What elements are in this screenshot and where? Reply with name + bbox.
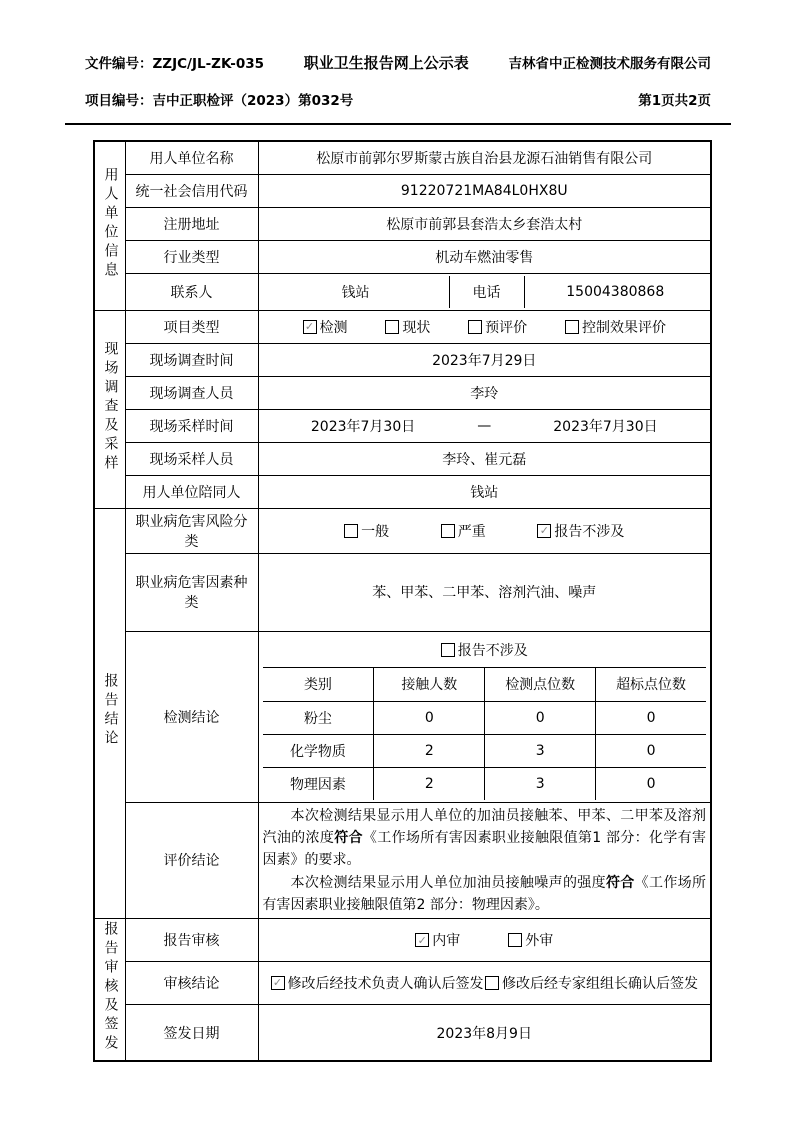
- doc-number: 文件编号：ZZJC/JL-ZK-035: [85, 56, 265, 72]
- sampling-staff-value: 李玲、崔元磊: [258, 442, 711, 475]
- survey-staff-label: 现场调查人员: [125, 376, 258, 409]
- detection-col-header: 接触人数: [373, 668, 484, 701]
- section-survey: [94, 310, 125, 508]
- detection-col-header: 类别: [303, 677, 332, 693]
- issue-date-label: 签发日期: [125, 1004, 258, 1061]
- detection-conclusion-cell: [258, 631, 711, 802]
- page-header: [65, 52, 731, 125]
- employer-name-label: 用人单位名称: [125, 141, 258, 174]
- section-review-label: 报告审核及签发: [102, 921, 119, 1055]
- checkbox-option-severe[interactable]: [441, 521, 486, 541]
- checkbox-option-control-effect[interactable]: [565, 317, 666, 337]
- section-employer: [94, 141, 125, 310]
- checkbox-option-not-involved[interactable]: [537, 521, 624, 541]
- section-conclusion-label: 报告结论: [102, 673, 119, 750]
- detection-row-value: 0: [373, 701, 484, 734]
- report-audit-options: [258, 919, 711, 962]
- checkbox-option-external-audit[interactable]: [508, 930, 553, 950]
- detection-row-category: 物理因素: [263, 767, 374, 800]
- address-value: 松原市前郭县套浩太乡套浩太村: [258, 207, 711, 240]
- issue-date-value: 2023年8月9日: [258, 1004, 711, 1061]
- detection-table: [263, 668, 707, 800]
- form-table: [93, 140, 712, 1062]
- option-label: 一般: [361, 523, 390, 540]
- survey-date-value: 2023年7月29日: [258, 343, 711, 376]
- sampling-end-date: 2023年7月30日: [553, 418, 658, 435]
- option-label: 修改后经技术负责人确认后签发: [287, 975, 484, 992]
- section-review: [94, 919, 125, 1062]
- checkbox-icon[interactable]: ✓: [537, 524, 551, 538]
- paragraph-text: 《工作场所有害因素职业接触限值第2 部分：物理因素》。: [262, 874, 707, 914]
- option-label: 现状: [402, 319, 431, 336]
- checkbox-icon[interactable]: ✓: [271, 976, 285, 990]
- detection-row-value: 2: [373, 734, 484, 767]
- checkbox-icon[interactable]: [508, 933, 522, 947]
- option-label: 控制效果评价: [581, 319, 666, 336]
- checkbox-icon[interactable]: [385, 320, 399, 334]
- survey-staff-value: 李玲: [258, 376, 711, 409]
- section-conclusion: [94, 508, 125, 919]
- company-name: 吉林省中正检测技术服务有限公司: [508, 56, 711, 72]
- escort-value: 钱站: [258, 475, 711, 508]
- page-title: 职业卫生报告网上公示表: [303, 54, 469, 72]
- detection-row-value: 3: [484, 767, 595, 800]
- checkbox-icon[interactable]: [485, 976, 499, 990]
- report-audit-label: 报告审核: [125, 919, 258, 962]
- project-type-label: 项目类型: [125, 310, 258, 343]
- risk-class-label: 职业病危害风险分类: [125, 508, 258, 553]
- checkbox-option-report-not-involved[interactable]: [441, 640, 528, 660]
- detection-row-value: 0: [484, 701, 595, 734]
- project-number: 项目编号：吉中正职检评（2023）第032号: [85, 93, 354, 109]
- paragraph-bold-text: 符合: [334, 829, 363, 846]
- option-label: 检测: [319, 319, 348, 336]
- phone-label: 电话: [449, 276, 525, 308]
- detection-row-category: 化学物质: [263, 734, 374, 767]
- header-row-1: [65, 52, 731, 73]
- industry-label: 行业类型: [125, 240, 258, 273]
- option-label: 报告不涉及: [457, 643, 528, 659]
- sampling-staff-label: 现场采样人员: [125, 442, 258, 475]
- detection-row-value: 2: [373, 767, 484, 800]
- survey-date-label: 现场调查时间: [125, 343, 258, 376]
- checkbox-icon[interactable]: ✓: [415, 933, 429, 947]
- contact-value: 钱站: [341, 284, 370, 301]
- option-label: 报告不涉及: [554, 523, 625, 540]
- sampling-date-row: [258, 409, 711, 442]
- detection-row-value: 3: [484, 734, 595, 767]
- evaluation-conclusion-text: [258, 802, 711, 919]
- industry-value: 机动车燃油零售: [258, 240, 711, 273]
- section-survey-label: 现场调查及采样: [102, 340, 119, 474]
- checkbox-icon[interactable]: [344, 524, 358, 538]
- checkbox-icon[interactable]: [441, 524, 455, 538]
- detection-col-header: 超标点位数: [595, 668, 706, 701]
- audit-conclusion-options: [258, 962, 711, 1005]
- option-label: 预评价: [485, 319, 528, 336]
- checkbox-option-expert-lead-signoff[interactable]: [485, 973, 698, 993]
- option-label: 修改后经专家组组长确认后签发: [502, 975, 698, 992]
- phone-value: 15004380868: [566, 283, 665, 300]
- checkbox-icon[interactable]: [565, 320, 579, 334]
- employer-name-value: 松原市前郭尔罗斯蒙古族自治县龙源石油销售有限公司: [258, 141, 711, 174]
- project-type-options: [258, 310, 711, 343]
- hazard-factors-label: 职业病危害因素种类: [125, 553, 258, 631]
- checkbox-icon[interactable]: [468, 320, 482, 334]
- contact-row: [258, 273, 711, 310]
- risk-class-options: [258, 508, 711, 553]
- page-info: 第1页共2页: [638, 93, 711, 109]
- checkbox-option-tech-lead-signoff[interactable]: [271, 973, 484, 993]
- contact-label: 联系人: [125, 273, 258, 310]
- checkbox-option-internal-audit[interactable]: [415, 930, 460, 950]
- paragraph-text: 本次检测结果显示用人单位的加油员接触苯、甲苯、二甲苯及溶剂汽油的浓度: [262, 807, 706, 846]
- checkbox-option-detection[interactable]: [303, 317, 348, 337]
- credit-code-value: 91220721MA84L0HX8U: [258, 174, 711, 207]
- header-row-2: [65, 89, 731, 109]
- paragraph-text: 《工作场所有害因素职业接触限值第1 部分：化学有害因素》的要求。: [262, 829, 707, 869]
- paragraph-bold-text: 符合: [605, 874, 635, 891]
- checkbox-option-general[interactable]: [344, 521, 389, 541]
- paragraph-text: 本次检测结果显示用人单位加油员接触噪声的强度: [290, 874, 606, 891]
- detection-row-value: 0: [595, 767, 706, 800]
- audit-conclusion-label: 审核结论: [125, 962, 258, 1005]
- checkbox-icon[interactable]: ✓: [303, 320, 317, 334]
- option-label: 内审: [432, 933, 461, 950]
- escort-label: 用人单位陪同人: [125, 475, 258, 508]
- sampling-date-label: 现场采样时间: [125, 409, 258, 442]
- evaluation-paragraph-1: [263, 805, 707, 872]
- option-label: 外审: [525, 933, 554, 950]
- detection-row-category: 粉尘: [263, 701, 374, 734]
- evaluation-conclusion-label: 评价结论: [125, 802, 258, 919]
- evaluation-paragraph-2: [263, 872, 707, 917]
- sampling-start-date: 2023年7月30日: [310, 418, 416, 435]
- checkbox-option-status-quo[interactable]: [385, 317, 430, 337]
- detection-conclusion-label: 检测结论: [125, 631, 258, 802]
- checkbox-option-pre-evaluation[interactable]: [468, 317, 527, 337]
- checkbox-icon[interactable]: [441, 643, 455, 657]
- detection-row-value: 0: [595, 734, 706, 767]
- detection-row-value: 0: [595, 701, 706, 734]
- date-separator: —: [477, 417, 492, 434]
- detection-col-header: 检测点位数: [484, 668, 595, 701]
- option-label: 严重: [457, 523, 486, 540]
- address-label: 注册地址: [125, 207, 258, 240]
- section-employer-label: 用人单位信息: [102, 166, 119, 281]
- hazard-factors-value: 苯、甲苯、二甲苯、溶剂汽油、噪声: [258, 553, 711, 631]
- credit-code-label: 统一社会信用代码: [125, 174, 258, 207]
